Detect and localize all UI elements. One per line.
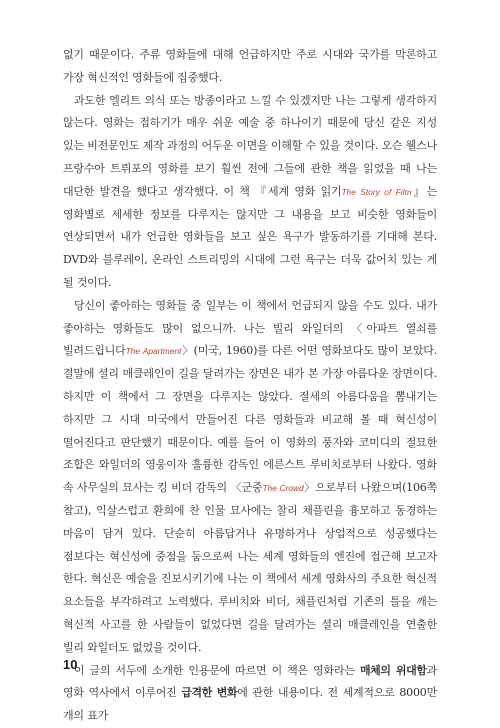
paragraph bbox=[63, 660, 437, 728]
emphasis-text: 급격한 변화 bbox=[181, 686, 238, 700]
original-title: The Apartment bbox=[125, 346, 182, 357]
original-title: The Crowd bbox=[262, 483, 304, 494]
paragraph bbox=[63, 90, 437, 295]
text-run: 과도한 엘리트 의식 또는 방종이라고 느낄 수 있겠지만 나는 그렇게 생각하지 않는다. 영화는 접하기가 매우 쉬운 예술 중 하나이기 때문에 당신 같은 지성 있는 비전문인도 제작 과정의 어두운 이면을 이해할 수 있을 것이다. 오슨 웰스나 프랑수아 트뤼포의 영화를 보기 훨씬 전에 그들에 관한 책을 읽었을 때 나는 대단한 발견을 했다고 생각했다. 이 책 『세계 영화 읽기 bbox=[63, 93, 437, 198]
text-run: 〉으로부터 나왔으며(106쪽 참고), 익살스럽고 환희에 찬 인물 묘사에는 찰리 채플린을 흉모하고 동경하는 마음이 담겨 있다. 단순히 아름답거나 유명하거나 상업적으로 성공했다는 점보다는 혁신성에 중점을 둠으로써 나는 세계 영화들의 엔진에 접근해 보고자 한다. 혁신은 예술을 진보시키기에 나는 이 책에서 세계 영화사의 주요한 혁신적 요소들을 부각하려고 노력했다. 루비치와 비더, 채플린처럼 기존의 틀을 깨는 혁신적 사고를 한 사람들이 없었다면 길을 달려가는 셜리 매클레인을 연출한 빌리 와일더도 없었을 것이다. bbox=[63, 481, 437, 654]
text-run: 에 관한 내용이다. 전 세계적으로 8000만 개의 표가 bbox=[63, 686, 437, 723]
text-run: 이 글의 서두에 소개한 인용문에 따르면 이 책은 영화라는 bbox=[74, 663, 360, 677]
text-run: 〉(미국, 1960)를 다른 어떤 영화보다도 많이 보았다. 결말에 셜리 매클레인이 길을 달려가는 장면은 내가 본 가장 아름다운 장면이다. 하지만 이 책에서 그 장면을 다루지는 않았다. 절세의 아름다움을 뽐내기는 하지만 그 시대 미국에서 만들어진 다른 영화들과 비교해 볼 때 혁신성이 떨어진다고 판단했기 때문이다. 예를 들어 이 영화의 풍자와 코미디의 절묘한 조합은 와일더의 영웅이자 훌륭한 감독인 에른스트 루비치로부터 나왔다. 영화 속 사무실의 묘사는 킹 비더 감독의 〈군중 bbox=[63, 344, 437, 495]
original-title: The Story of Film bbox=[341, 186, 412, 197]
text-run: 』는 영화별로 세세한 정보를 다루지는 않지만 그 내용을 보고 비슷한 영화들이 연상되면서 내가 언급한 영화들을 보고 싶은 욕구가 발동하기를 기대해 본다. DVD와 블루레이, 온라인 스트리밍의 시대에 그런 욕구는 더욱 값어치 있는 게 될 것이다. bbox=[63, 184, 437, 289]
paragraph bbox=[63, 44, 437, 90]
paragraph bbox=[63, 295, 437, 660]
body-text bbox=[63, 44, 437, 728]
emphasis-text: 매체의 위대함 bbox=[359, 663, 427, 677]
text-run: 당신이 좋아하는 영화들 중 일부는 이 책에서 언급되지 않을 수도 있다. 내가 좋아하는 영화들도 많이 없으니까. 나는 빌리 와일더의 〈아파트 열쇠를 빌려드립니다 bbox=[63, 298, 437, 358]
text-run: 없기 때문이다. 주류 영화들에 대해 언급하지만 주로 시대와 국가를 막론하고 가장 혁신적인 영화들에 집중했다. bbox=[63, 48, 437, 84]
page-number: 10 bbox=[63, 657, 78, 672]
text-run: 과 영화 역사에서 이루어진 bbox=[63, 663, 437, 700]
